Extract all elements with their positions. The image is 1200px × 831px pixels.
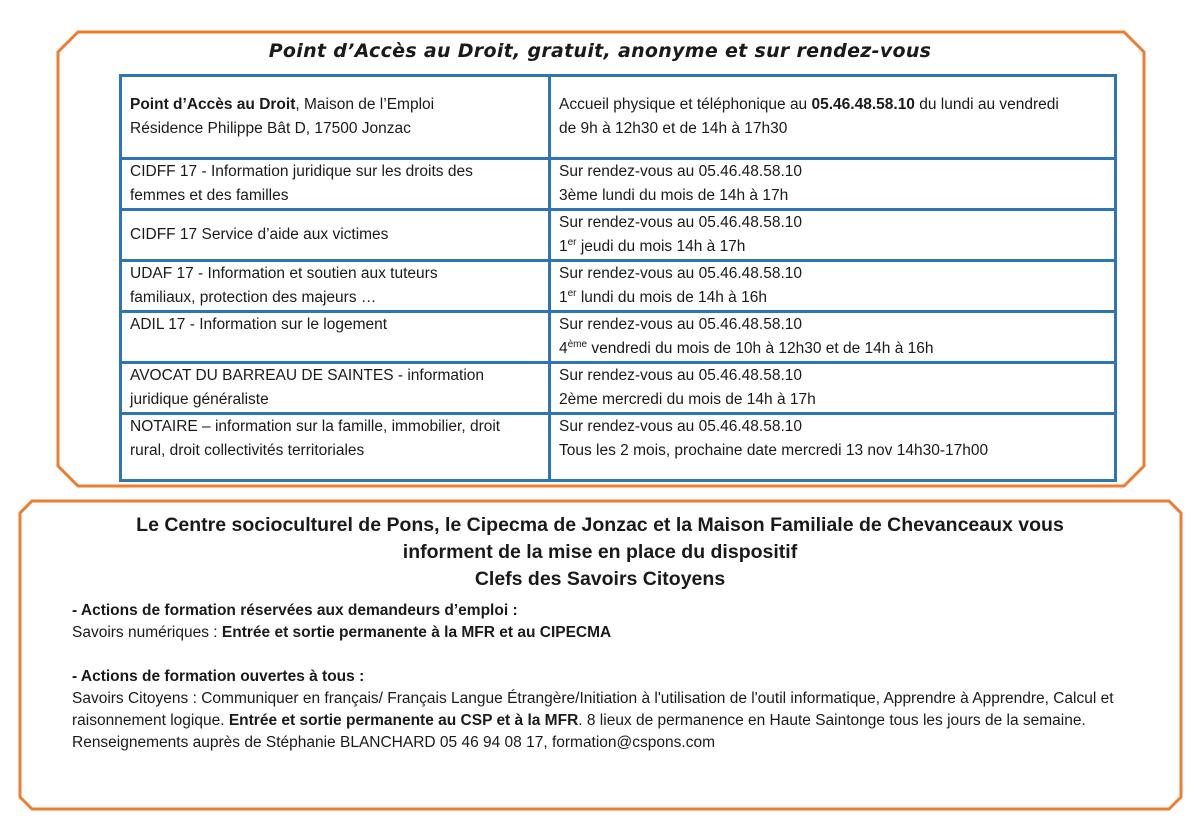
block2-text-pre: Savoirs Citoyens : Communiquer en français/ Français Langue Étrangère/Initiation à l'utilisation de l'outil informatique, Apprendre à Apprendre, Calcul et raisonnement logique. bbox=[72, 690, 1114, 729]
cidff-victims-cell bbox=[121, 210, 550, 261]
schedule-ordinal: 1 bbox=[559, 238, 568, 255]
table-row bbox=[121, 159, 1116, 210]
appointment-line: Sur rendez-vous au 05.46.48.58.10 bbox=[559, 163, 803, 180]
notaire-schedule bbox=[550, 414, 1116, 481]
clefs-heading-line-2: informent de la mise en place du dispositif bbox=[402, 541, 798, 563]
notaire-cell bbox=[121, 414, 550, 481]
table-row bbox=[121, 312, 1116, 363]
table-row bbox=[121, 414, 1116, 481]
contact-line: Renseignements auprès de Stéphanie BLANCHARD 05 46 94 08 17, formation@cspons.com bbox=[72, 734, 715, 751]
schedule-ordinal-suffix: er bbox=[567, 236, 577, 248]
table-row bbox=[121, 261, 1116, 312]
schedule-line: 2ème mercredi du mois de 14h à 17h bbox=[559, 391, 816, 408]
service-line-2: femmes et des familles bbox=[130, 187, 289, 204]
pad-address-2: Résidence Philippe Bât D, 17500 Jonzac bbox=[130, 120, 411, 137]
appointment-line: Sur rendez-vous au 05.46.48.58.10 bbox=[559, 367, 803, 384]
service-line-1: UDAF 17 - Information et soutien aux tuteurs bbox=[130, 265, 438, 282]
service-line-1: CIDFF 17 Service d’aide aux victimes bbox=[130, 226, 389, 243]
pad-address-1: , Maison de l’Emploi bbox=[295, 96, 435, 113]
service-line-1: AVOCAT DU BARREAU DE SAINTES - information bbox=[130, 367, 485, 384]
block2-text-post: . 8 lieux de permanence en Haute Saintonge tous les jours de la semaine. bbox=[578, 712, 1086, 729]
clefs-body bbox=[72, 600, 1152, 754]
pad-hours-days: du lundi au vendredi bbox=[914, 96, 1059, 113]
avocat-cell bbox=[121, 363, 550, 414]
appointment-line: Sur rendez-vous au 05.46.48.58.10 bbox=[559, 265, 803, 282]
cidff-info-schedule bbox=[550, 159, 1116, 210]
schedule-ordinal: 1 bbox=[559, 289, 568, 306]
schedule-ordinal-suffix: ème bbox=[567, 338, 588, 350]
service-line-1: CIDFF 17 - Information juridique sur les droits des bbox=[130, 163, 473, 180]
service-line-2: juridique généraliste bbox=[130, 391, 269, 408]
schedule-line: lundi du mois de 14h à 16h bbox=[576, 289, 767, 306]
schedule-line: Tous les 2 mois, prochaine date mercredi 13 nov 14h30-17h00 bbox=[559, 442, 989, 459]
pad-hours-text: Accueil physique et téléphonique au bbox=[559, 96, 812, 113]
table-row bbox=[121, 210, 1116, 261]
appointment-line: Sur rendez-vous au 05.46.48.58.10 bbox=[559, 316, 803, 333]
pad-name: Point d’Accès au Droit bbox=[130, 96, 296, 113]
clefs-heading-line-3: Clefs des Savoirs Citoyens bbox=[474, 568, 726, 590]
block1-text-bold: Entrée et sortie permanente à la MFR et au CIPECMA bbox=[221, 624, 612, 641]
schedule-ordinal: 4 bbox=[559, 340, 568, 357]
clefs-heading bbox=[60, 512, 1140, 593]
service-line-2: familiaux, protection des majeurs … bbox=[130, 289, 377, 306]
schedule-line: jeudi du mois 14h à 17h bbox=[576, 238, 746, 255]
pad-hours-time: de 9h à 12h30 et de 14h à 17h30 bbox=[559, 120, 788, 137]
block1-text-pre: Savoirs numériques : bbox=[72, 624, 222, 641]
cidff-info-cell bbox=[121, 159, 550, 210]
block1-text bbox=[72, 622, 1152, 644]
pad-table bbox=[119, 74, 1117, 482]
service-line-1: NOTAIRE – information sur la famille, immobilier, droit bbox=[130, 418, 501, 435]
udaf-cell bbox=[121, 261, 550, 312]
avocat-schedule bbox=[550, 363, 1116, 414]
service-line-2: rural, droit collectivités territoriales bbox=[130, 442, 365, 459]
pad-phone: 05.46.48.58.10 bbox=[811, 96, 915, 113]
block2-text-bold: Entrée et sortie permanente au CSP et à la MFR bbox=[228, 712, 579, 729]
adil-schedule bbox=[550, 312, 1116, 363]
schedule-ordinal-suffix: er bbox=[567, 287, 577, 299]
pad-title: Point d’Accès au Droit, gratuit, anonyme et sur rendez-vous bbox=[268, 40, 932, 62]
pad-cell-left bbox=[121, 76, 550, 159]
udaf-schedule bbox=[550, 261, 1116, 312]
block2-title: - Actions de formation ouvertes à tous : bbox=[72, 668, 365, 685]
clefs-heading-line-1: Le Centre socioculturel de Pons, le Cipecma de Jonzac et la Maison Familiale de Chevanceaux vous bbox=[136, 514, 1064, 536]
table-row bbox=[121, 363, 1116, 414]
service-line-1: ADIL 17 - Information sur le logement bbox=[130, 316, 388, 333]
cidff-victims-schedule bbox=[550, 210, 1116, 261]
schedule-line: vendredi du mois de 10h à 12h30 et de 14h à 16h bbox=[587, 340, 934, 357]
schedule-line: 3ème lundi du mois de 14h à 17h bbox=[559, 187, 789, 204]
appointment-line: Sur rendez-vous au 05.46.48.58.10 bbox=[559, 418, 803, 435]
appointment-line: Sur rendez-vous au 05.46.48.58.10 bbox=[559, 214, 803, 231]
block2-text bbox=[72, 688, 1152, 732]
adil-cell bbox=[121, 312, 550, 363]
block1-title: - Actions de formation réservées aux demandeurs d’emploi : bbox=[72, 602, 518, 619]
table-row bbox=[121, 76, 1116, 159]
pad-cell-right bbox=[550, 76, 1116, 159]
